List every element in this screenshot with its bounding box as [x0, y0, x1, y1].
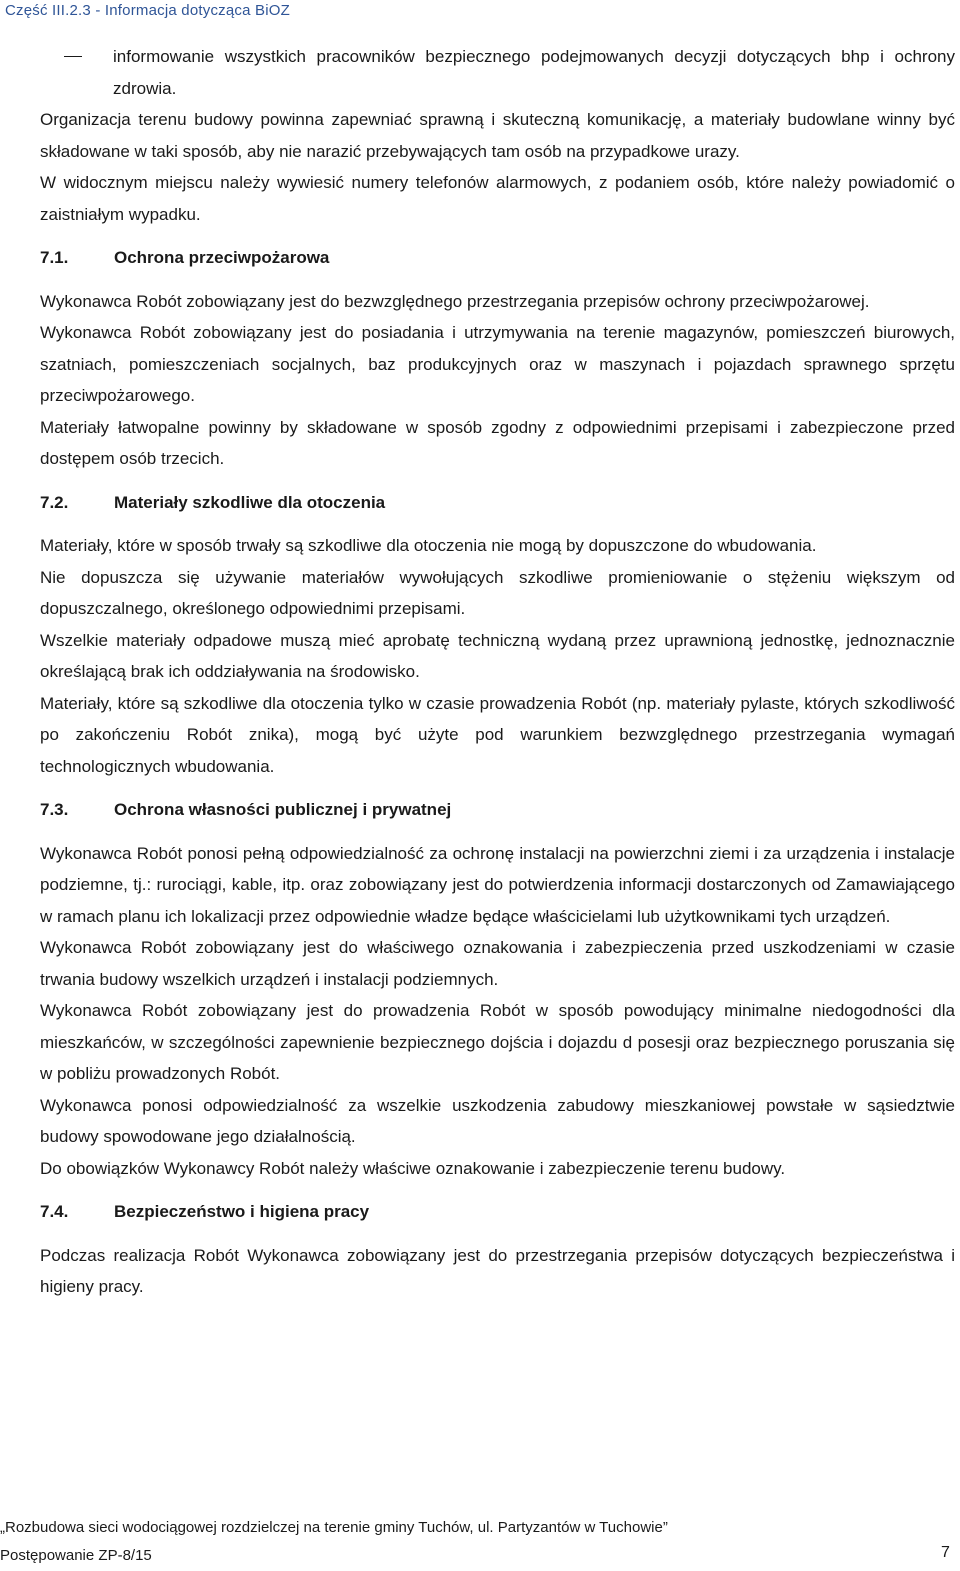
section-title: Ochrona własności publicznej i prywatnej	[114, 800, 452, 819]
paragraph: Wykonawca Robót zobowiązany jest do posiadania i utrzymywania na terenie magazynów, pomieszczeń biurowych, szatniach, pomieszczeniach socjalnych, baz produkcyjnych oraz w maszynach i pojazdach sprawnego sprzętu przeciwpożarowego.	[40, 323, 955, 405]
section-heading	[40, 794, 955, 826]
paragraph: Wykonawca ponosi odpowiedzialność za wszelkie uszkodzenia zabudowy mieszkaniowej powstałe w sąsiedztwie budowy spowodowane jego działalnością.	[40, 1095, 955, 1146]
paragraph: W widocznym miejscu należy wywiesić numery telefonów alarmowych, z podaniem osób, które należy powiadomić o zaistniałym wypadku.	[40, 173, 955, 224]
running-header: Część III.2.3 - Informacja dotycząca BiOZ	[5, 2, 290, 19]
bullet-text: informowanie wszystkich pracowników bezpiecznego podejmowanych decyzji dotyczących bhp i ochrony zdrowia.	[113, 47, 955, 98]
section-title: Bezpieczeństwo i higiena pracy	[114, 1202, 370, 1221]
footer-procedure-code: Postępowanie ZP-8/15	[0, 1547, 152, 1564]
paragraph: Materiały, które w sposób trwały są szkodliwe dla otoczenia nie mogą by dopuszczone do wbudowania.	[40, 536, 817, 555]
page-number: 7	[941, 1544, 950, 1561]
paragraph: Do obowiązków Wykonawcy Robót należy właściwe oznakowanie i zabezpieczenie terenu budowy.	[40, 1158, 786, 1178]
section-heading	[40, 487, 955, 519]
section-number: 7.4.	[40, 1202, 69, 1221]
section-title: Materiały szkodliwe dla otoczenia	[114, 492, 386, 512]
paragraph: Nie dopuszcza się używanie materiałów wywołujących szkodliwe promieniowanie o stężeniu większym od dopuszczalnego, określonego odpowiednimi przepisami.	[40, 567, 955, 618]
paragraph: Wykonawca Robót zobowiązany jest do właściwego oznakowania i zabezpieczenia przed uszkodzeniami w czasie trwania budowy wszelkich urządzeń i instalacji podziemnych.	[40, 938, 955, 989]
footer-project-title: „Rozbudowa sieci wodociągowej rozdzielczej na terenie gminy Tuchów, ul. Partyzantów w Tuchowie”	[0, 1519, 668, 1536]
paragraph: Organizacja terenu budowy powinna zapewniać sprawną i skuteczną komunikację, a materiały budowlane winny być składowane w taki sposób, aby nie narazić przebywających tam osób na przypadkowe urazy.	[40, 110, 955, 161]
paragraph: Podczas realizacja Robót Wykonawca zobowiązany jest do przestrzegania przepisów dotyczących bezpieczeństwa i higieny pracy.	[40, 1245, 955, 1296]
section-title: Ochrona przeciwpożarowa	[114, 248, 330, 267]
section-number: 7.2.	[40, 492, 69, 512]
section-heading	[40, 242, 955, 274]
document-body	[40, 41, 955, 1303]
paragraph: Wykonawca Robót ponosi pełną odpowiedzialność za ochronę instalacji na powierzchni ziemi i za urządzenia i instalacje podziemne, tj.: rurociągi, kable, itp. oraz zobowiązany jest do potwierdzenia informacji dostarczonych od Zamawiającego w ramach planu ich lokalizacji przez odpowiednie władze będące właścicielami lub użytkownikami tych urządzeń.	[40, 843, 955, 926]
bullet-item	[40, 41, 955, 104]
paragraph: Wszelkie materiały odpadowe muszą mieć aprobatę techniczną wydaną przez uprawnioną jednostkę, jednoznacznie określającą brak ich oddziaływania na środowisko.	[40, 630, 955, 681]
section-number: 7.1.	[40, 248, 69, 267]
paragraph: Wykonawca Robót zobowiązany jest do bezwzględnego przestrzegania przepisów ochrony przeciwpożarowej.	[40, 291, 870, 311]
section-number: 7.3.	[40, 800, 69, 819]
dash-bullet-icon	[64, 56, 82, 57]
paragraph: Materiały, które są szkodliwe dla otoczenia tylko w czasie prowadzenia Robót (np. materiały pylaste, których szkodliwość po zakończeniu Robót znika), mogą być użyte pod warunkiem bezwzględnego przestrzegania wymagań technologicznych wbudowania.	[40, 693, 955, 776]
section-heading	[40, 1196, 955, 1228]
paragraph: Materiały łatwopalne powinny by składowane w sposób zgodny z odpowiednimi przepisami i zabezpieczone przed dostępem osób trzecich.	[40, 417, 955, 468]
paragraph: Wykonawca Robót zobowiązany jest do prowadzenia Robót w sposób powodujący minimalne niedogodności dla mieszkańców, w szczególności zapewnienie bezpiecznego dojścia i dojazdu d posesji oraz bezpiecznego poruszania się w pobliżu prowadzonych Robót.	[40, 1001, 955, 1083]
